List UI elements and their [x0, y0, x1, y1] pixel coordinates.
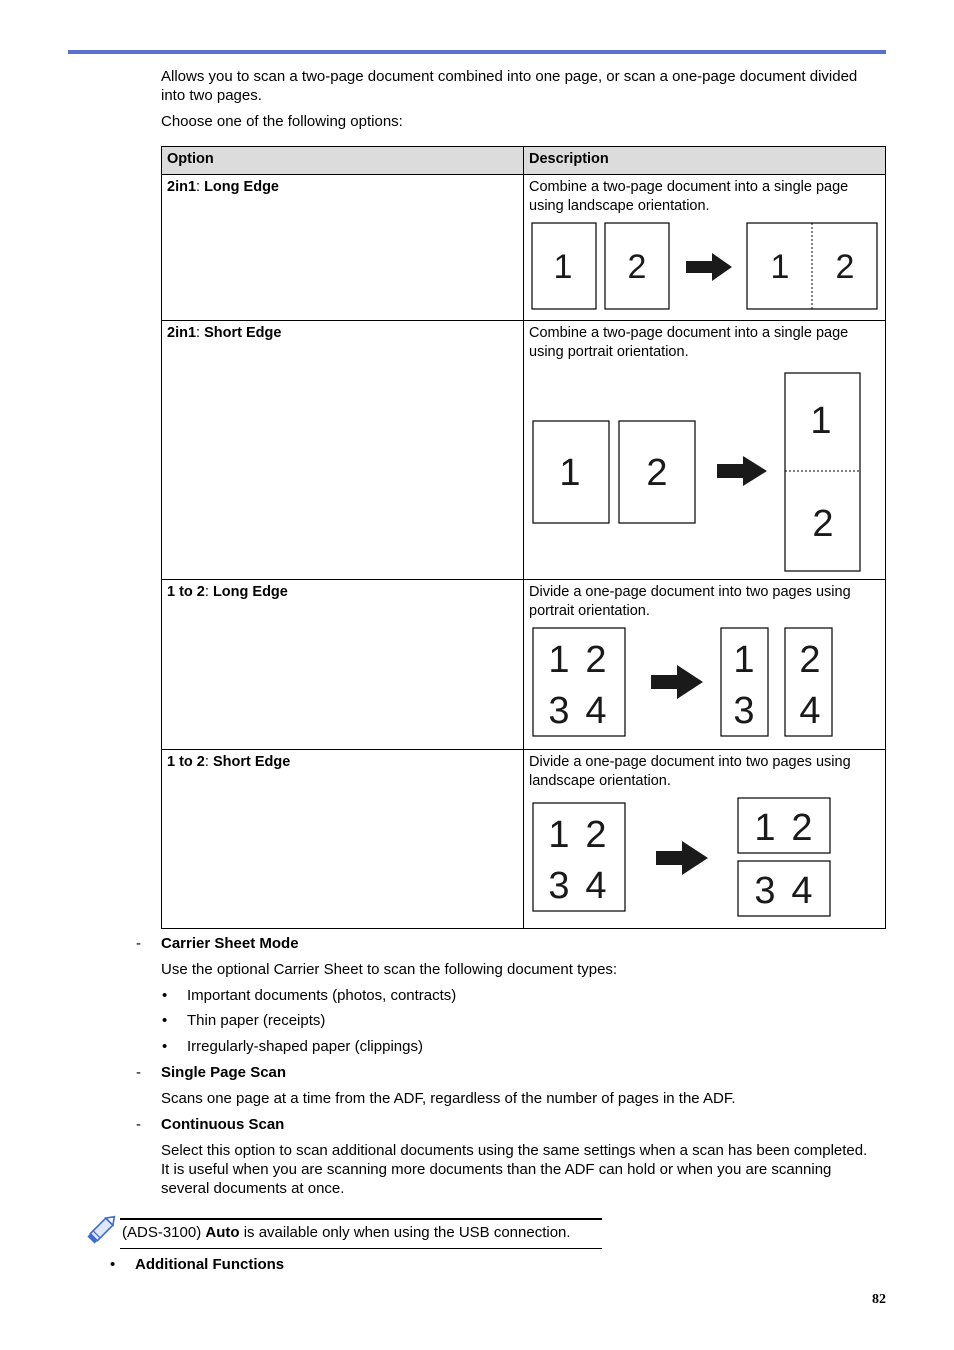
option-cell: [162, 321, 524, 580]
page-number: 82: [872, 1292, 886, 1307]
option-separator: :: [196, 179, 205, 195]
arrow-right-icon: [656, 841, 708, 875]
source-page: [533, 803, 625, 911]
table-header-row: [162, 147, 886, 175]
digit-4: 4: [791, 870, 813, 912]
option-cell: [162, 175, 524, 321]
diagram-1to2-long-edge: [529, 626, 881, 740]
note-rule-bottom: [120, 1248, 602, 1249]
table-row: [162, 580, 886, 750]
bullet: •: [162, 1038, 168, 1055]
option-separator: :: [196, 325, 205, 341]
digit-2: 2: [799, 639, 821, 681]
description-cell: [524, 175, 886, 321]
pencil-note-icon: [86, 1212, 120, 1244]
option-variant: Short Edge: [204, 325, 282, 341]
digit-2: 2: [585, 814, 607, 856]
digit-2: 2: [585, 639, 607, 681]
digit-2: 2: [627, 248, 647, 286]
note-rule-top: [120, 1218, 602, 1220]
list-dash: -: [136, 1064, 141, 1081]
option-cell: [162, 580, 524, 750]
table-row: [162, 750, 886, 929]
single-page-scan-description: Scans one page at a time from the ADF, regardless of the number of pages in the ADF.: [161, 1090, 736, 1107]
note-text: [122, 1223, 571, 1242]
additional-functions-heading: Additional Functions: [135, 1256, 285, 1273]
digit-1: 1: [733, 639, 755, 681]
option-variant: Long Edge: [212, 584, 288, 600]
digit-4: 4: [799, 690, 821, 732]
note-prefix: (ADS-3100): [122, 1224, 206, 1241]
carrier-sheet-description: Use the optional Carrier Sheet to scan the following document types:: [161, 961, 618, 978]
digit-2: 2: [835, 248, 855, 286]
option-name: 1 to 2: [167, 584, 205, 600]
digit-4: 4: [585, 865, 607, 907]
arrow-right-icon: [717, 456, 767, 486]
list-item: Important documents (photos, contracts): [187, 987, 457, 1004]
digit-3: 3: [548, 865, 570, 907]
bullet: •: [110, 1256, 116, 1273]
arrow-right-icon: [651, 665, 703, 699]
digit-3: 3: [733, 690, 755, 732]
column-header-option: Option: [162, 147, 524, 175]
digit-3: 3: [754, 870, 776, 912]
diagram-2in1-long-edge: [529, 221, 881, 313]
option-separator: :: [204, 584, 213, 600]
diagram-1to2-short-edge: [529, 794, 881, 918]
digit-2: 2: [646, 452, 668, 494]
options-table: [161, 146, 886, 929]
header-rule: [68, 50, 886, 54]
digit-1: 1: [770, 248, 790, 286]
description-cell: [524, 580, 886, 750]
option-name: 1 to 2: [167, 754, 205, 770]
option-name: 2in1: [167, 325, 197, 341]
option-variant: Short Edge: [212, 754, 291, 770]
continuous-scan-heading: Continuous Scan: [161, 1116, 285, 1133]
single-page-scan-heading: Single Page Scan: [161, 1064, 287, 1081]
bullet: •: [162, 1012, 168, 1029]
note-suffix: is available only when using the USB connection.: [239, 1224, 571, 1241]
bullet: •: [162, 987, 168, 1004]
digit-1: 1: [548, 814, 570, 856]
diagram-2in1-short-edge: [529, 371, 881, 575]
option-cell: [162, 750, 524, 929]
option-name: 2in1: [167, 179, 197, 195]
option-separator: :: [204, 754, 213, 770]
table-row: [162, 321, 886, 580]
description-cell: [524, 750, 886, 929]
option-description: Divide a one-page document into two pages using portrait orientation.: [529, 584, 851, 619]
table-row: [162, 175, 886, 321]
digit-4: 4: [585, 690, 607, 732]
digit-2: 2: [812, 503, 834, 545]
arrow-right-icon: [686, 253, 732, 281]
digit-2: 2: [791, 807, 813, 849]
digit-1: 1: [810, 400, 832, 442]
result-page-1: [738, 798, 830, 853]
list-item: Thin paper (receipts): [187, 1012, 326, 1029]
digit-1: 1: [548, 639, 570, 681]
option-description: Combine a two-page document into a single page using landscape orientation.: [529, 179, 849, 214]
digit-1: 1: [553, 248, 573, 286]
description-cell: [524, 321, 886, 580]
source-page: [533, 628, 625, 736]
carrier-sheet-heading: Carrier Sheet Mode: [161, 935, 299, 952]
intro-instruction: Choose one of the following options:: [161, 113, 403, 130]
note-bold: Auto: [205, 1224, 240, 1241]
result-page-2: [738, 861, 830, 916]
continuous-scan-description: Select this option to scan additional documents using the same settings when a scan has been completed. It is useful when you are scanning more documents than the ADF can hold or when you are scanning several documents at once.: [161, 1142, 868, 1197]
option-variant: Long Edge: [204, 179, 279, 195]
digit-1: 1: [559, 452, 581, 494]
option-description: Combine a two-page document into a single page using portrait orientation.: [529, 325, 849, 360]
intro-paragraph: Allows you to scan a two-page document combined into one page, or scan a one-page document divided into two pages.: [161, 68, 858, 104]
list-dash: -: [136, 935, 141, 952]
digit-3: 3: [548, 690, 570, 732]
list-dash: -: [136, 1116, 141, 1133]
option-description: Divide a one-page document into two pages using landscape orientation.: [529, 754, 851, 789]
column-header-description: Description: [524, 147, 886, 175]
digit-1: 1: [754, 807, 776, 849]
list-item: Irregularly-shaped paper (clippings): [187, 1038, 423, 1055]
